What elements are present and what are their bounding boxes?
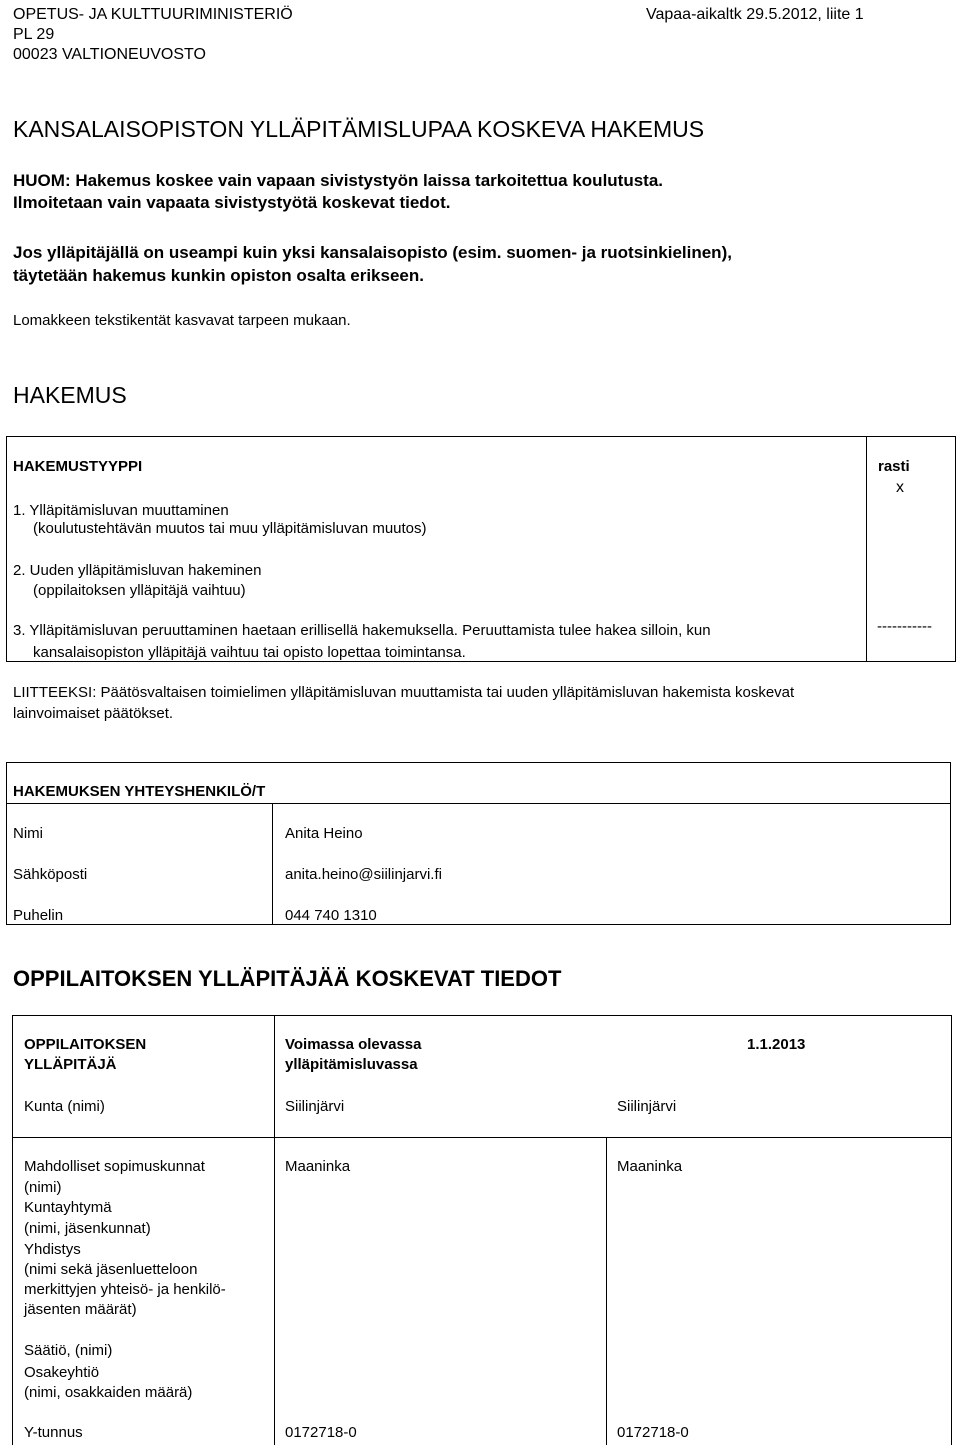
- ytunnus-new[interactable]: 0172718-0: [617, 1424, 689, 1441]
- ministry-name: OPETUS- JA KULTTUURIMINISTERIÖ: [13, 6, 293, 23]
- option-1-detail: (koulutustehtävän muutos tai muu ylläpitämisluvan muutos): [33, 520, 427, 537]
- option-1-title: 1. Ylläpitämisluvan muuttaminen: [13, 502, 229, 519]
- table-divider: [866, 436, 867, 662]
- maintainer-heading: OPPILAITOKSEN YLLÄPITÄJÄÄ KOSKEVAT TIEDOT: [13, 966, 562, 991]
- contact-heading-rule: [6, 803, 951, 804]
- email-value[interactable]: anita.heino@siilinjarvi.fi: [285, 866, 442, 883]
- osakeyhtio-label-1: Osakeyhtiö: [24, 1364, 100, 1381]
- option-2-detail: (oppilaitoksen ylläpitäjä vaihtuu): [33, 582, 246, 599]
- osakeyhtio-label-2: (nimi, osakkaiden määrä): [24, 1384, 193, 1401]
- hakemus-heading: HAKEMUS: [13, 382, 127, 408]
- document-stamp: Vapaa-aikaltk 29.5.2012, liite 1: [646, 6, 864, 23]
- yhdistys-label-2: (nimi sekä jäsenluetteloon: [24, 1261, 198, 1278]
- option-2-title: 2. Uuden ylläpitämisluvan hakeminen: [13, 562, 262, 579]
- postal-address: 00023 VALTIONEUVOSTO: [13, 46, 206, 63]
- sop-new[interactable]: Maaninka: [617, 1158, 683, 1175]
- maintainer-col1-head-2: YLLÄPITÄJÄ: [24, 1056, 117, 1073]
- sop-label-2: (nimi): [24, 1179, 62, 1196]
- kunta-current[interactable]: Siilinjärvi: [285, 1098, 345, 1115]
- note-huom-2: Ilmoitetaan vain vapaata sivistystyötä koskevat tiedot.: [13, 193, 451, 212]
- application-type-heading: HAKEMUSTYYPPI: [13, 458, 143, 475]
- name-value[interactable]: Anita Heino: [285, 825, 363, 842]
- maintainer-table: [12, 1015, 952, 1445]
- note-huom-1: HUOM: Hakemus koskee vain vapaan sivistystyön laissa tarkoitettua koulutusta.: [13, 171, 664, 190]
- maintainer-col2-head-1: Voimassa olevassa: [285, 1036, 422, 1053]
- maintainer-col1-head-1: OPPILAITOKSEN: [24, 1036, 147, 1053]
- attachments-line-1: LIITTEEKSI: Päätösvaltaisen toimielimen ylläpitämisluvan muuttamista tai uuden ylläpitämisluvan hakemista koskevat: [13, 684, 795, 701]
- name-label: Nimi: [13, 825, 43, 842]
- phone-label: Puhelin: [13, 907, 64, 924]
- contact-heading: HAKEMUKSEN YHTEYSHENKILÖ/T: [13, 783, 266, 800]
- attachments-line-2: lainvoimaiset päätökset.: [13, 705, 174, 722]
- note-fields-grow: Lomakkeen tekstikentät kasvavat tarpeen mukaan.: [13, 312, 351, 329]
- po-box: PL 29: [13, 26, 55, 43]
- sop-label-1: Mahdolliset sopimuskunnat: [24, 1158, 205, 1175]
- sop-current[interactable]: Maaninka: [285, 1158, 351, 1175]
- kuntayhtyma-label-1: Kuntayhtymä: [24, 1199, 112, 1216]
- option-3-detail: kansalaisopiston ylläpitäjä vaihtuu tai opisto lopettaa toimintansa.: [33, 644, 466, 661]
- email-label: Sähköposti: [13, 866, 88, 883]
- option-1-checkbox[interactable]: x: [896, 479, 904, 496]
- phone-value[interactable]: 044 740 1310: [285, 907, 377, 924]
- maintainer-col3-head: 1.1.2013: [747, 1036, 806, 1053]
- note-multi-2: täytetään hakemus kunkin opiston osalta erikseen.: [13, 266, 424, 285]
- kuntayhtyma-label-2: (nimi, jäsenkunnat): [24, 1220, 151, 1237]
- ytunnus-label: Y-tunnus: [24, 1424, 83, 1441]
- yhdistys-label-1: Yhdistys: [24, 1241, 81, 1258]
- ytunnus-current[interactable]: 0172718-0: [285, 1424, 357, 1441]
- maintainer-row-rule: [12, 1137, 952, 1138]
- saatio-label: Säätiö, (nimi): [24, 1342, 113, 1359]
- maintainer-col-divider-1: [274, 1015, 275, 1445]
- page-title: KANSALAISOPISTON YLLÄPITÄMISLUPAA KOSKEVA HAKEMUS: [13, 116, 705, 142]
- maintainer-col-divider-2: [606, 1137, 607, 1445]
- yhdistys-label-4: jäsenten määrät): [24, 1301, 137, 1318]
- mark-heading: rasti: [878, 458, 910, 475]
- yhdistys-label-3: merkittyjen yhteisö- ja henkilö-: [24, 1281, 226, 1298]
- note-multi-1: Jos ylläpitäjällä on useampi kuin yksi kansalaisopisto (esim. suomen- ja ruotsinkielinen),: [13, 243, 732, 262]
- kunta-label: Kunta (nimi): [24, 1098, 105, 1115]
- option-3-title: 3. Ylläpitämisluvan peruuttaminen haetaan erillisellä hakemuksella. Peruuttamista tulee hakea silloin, kun: [13, 622, 711, 639]
- kunta-new[interactable]: Siilinjärvi: [617, 1098, 677, 1115]
- maintainer-col2-head-2: ylläpitämisluvassa: [285, 1056, 418, 1073]
- option-3-mark: -----------: [877, 618, 932, 635]
- contact-divider: [272, 803, 273, 925]
